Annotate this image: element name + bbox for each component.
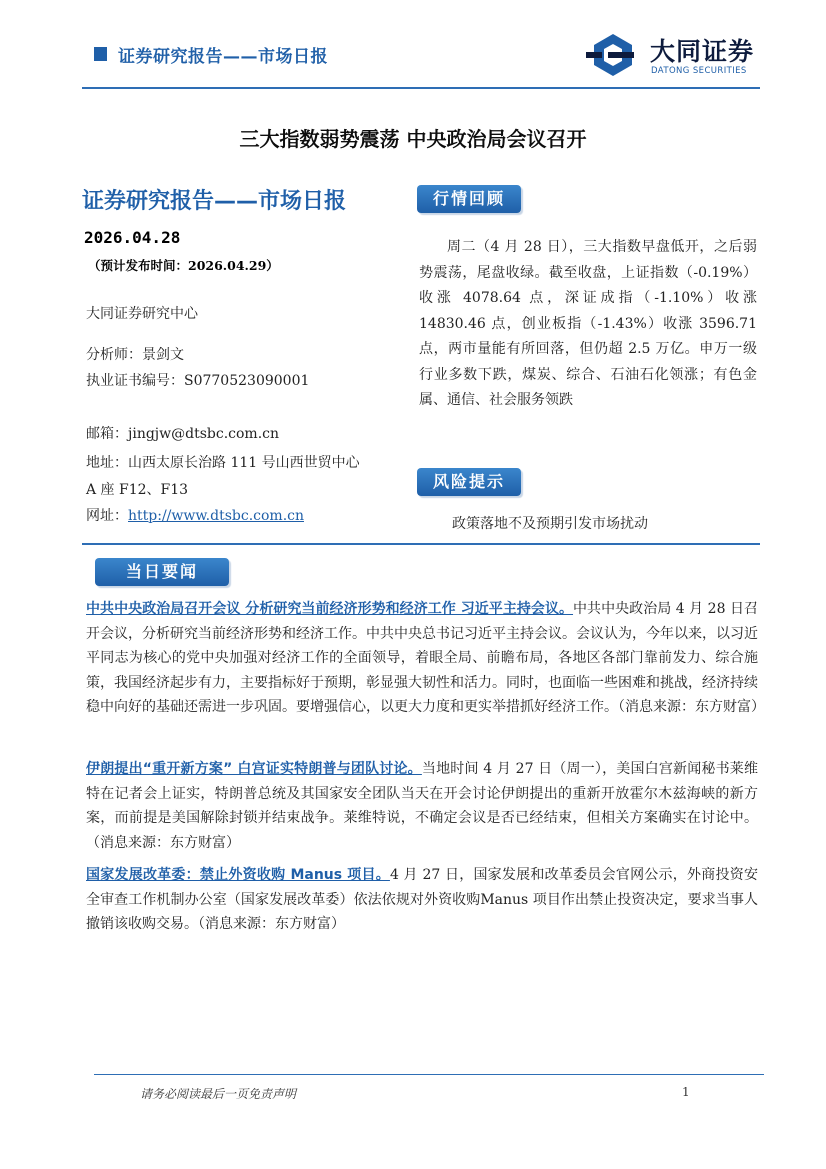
logo-name: 大同证券 <box>650 37 755 66</box>
news-body: 当地时间 4 月 27 日（周一），美国白宫新闻秘书莱维特在记者会上证实，特朗普总统及其国家安全团队当天在开会讨论伊朗提出的重新开放霍尔木兹海峡的新方案，而前提是美国解除封锁并结束战争。莱维特说，不确定会议是否已经结束，但相关方案确实在讨论中。（消息来源：东方财富） <box>86 761 758 851</box>
publish-time: （预计发布时间：2026.04.29） <box>88 258 279 273</box>
news-headline[interactable]: 国家发展改革委：禁止外资收购 Manus 项目。 <box>86 867 390 883</box>
analyst-name: 分析师：景剑文 <box>86 347 184 363</box>
risk-heading: 风险提示 <box>417 468 521 496</box>
page-title: 三大指数弱势震荡 中央政治局会议召开 <box>239 127 587 151</box>
website-link[interactable]: http://www.dtsbc.com.cn <box>128 508 304 524</box>
news-headline[interactable]: 伊朗提出“重开新方案” 白宫证实特朗普与团队讨论。 <box>86 761 422 777</box>
website-label: 网址： <box>86 508 128 524</box>
email-label: 邮箱： <box>86 426 128 442</box>
market-review-heading: 行情回顾 <box>417 185 521 213</box>
email-line <box>86 423 279 443</box>
footer-divider <box>94 1074 764 1075</box>
logo-emblem-icon <box>584 30 642 80</box>
report-type: 证券研究报告——市场日报 <box>82 189 347 214</box>
risk-text: 政策落地不及预期引发市场扰动 <box>452 516 648 532</box>
news-heading: 当日要闻 <box>95 558 229 586</box>
news-item <box>86 597 765 720</box>
company-logo <box>584 30 764 82</box>
header-divider <box>82 87 760 89</box>
news-item <box>86 757 758 855</box>
page-number: 1 <box>682 1085 690 1099</box>
footer-disclaimer: 请务必阅读最后一页免责声明 <box>140 1087 297 1101</box>
header-square-mark <box>94 47 107 61</box>
section-divider <box>82 543 760 545</box>
news-headline[interactable]: 中共中央政治局召开会议 分析研究当前经济形势和经济工作 习近平主持会议。 <box>86 601 574 617</box>
market-review-text: 周二（4 月 28 日），三大指数早盘低开，之后弱势震荡，尾盘收绿。截至收盘，上证指数（-0.19%）收涨 4078.64 点，深证成指（-1.10%）收涨 14830.46 点，创业板指（-1.43%）收涨 3596.71 点，两市量能有所回落，但仍超 2.5 万亿。申万一级行业多数下跌，煤炭、综合、石油石化领涨；有色金属、通信、社会服务领跌 <box>419 239 757 408</box>
news-item <box>86 863 758 937</box>
research-org: 大同证券研究中心 <box>86 306 198 322</box>
address-line-2: A 座 F12、F13 <box>86 482 189 498</box>
news-body: 4 月 27 日，国家发展和改革委员会官网公示，外商投资安全审查工作机制办公室（国家发展改革委）依法依规对外资收购Manus 项目作出禁止投资决定，要求当事人撤销该收购交易。（消息来源：东方财富） <box>86 867 758 933</box>
address-line-1: 地址：山西太原长治路 111 号山西世贸中心 <box>86 455 360 471</box>
news-body: 中共中央政治局 4 月 28 日召开会议，分析研究当前经济形势和经济工作。中共中央总书记习近平主持会议。会议认为，今年以来，以习近平同志为核心的党中央加强对经济工作的全面领导，着眼全局、前瞻布局，各地区各部门靠前发力、综合施策，我国经济起步有力，主要指标好于预期，彰显强大韧性和活力。同时，也面临一些困难和挑战，经济持续稳中向好的基础还需进一步巩固。要增强信心，以更大力度和更实举措抓好经济工作。（消息来源：东方财富） <box>86 601 765 716</box>
website-line <box>86 505 304 525</box>
report-date: 2026.04.28 <box>84 228 181 247</box>
certificate-number: 执业证书编号：S0770523090001 <box>86 373 310 389</box>
email-address: jingjw@dtsbc.com.cn <box>128 426 279 442</box>
header-series-title: 证券研究报告——市场日报 <box>118 47 328 67</box>
logo-english-name: DATONG SECURITIES <box>651 66 747 76</box>
